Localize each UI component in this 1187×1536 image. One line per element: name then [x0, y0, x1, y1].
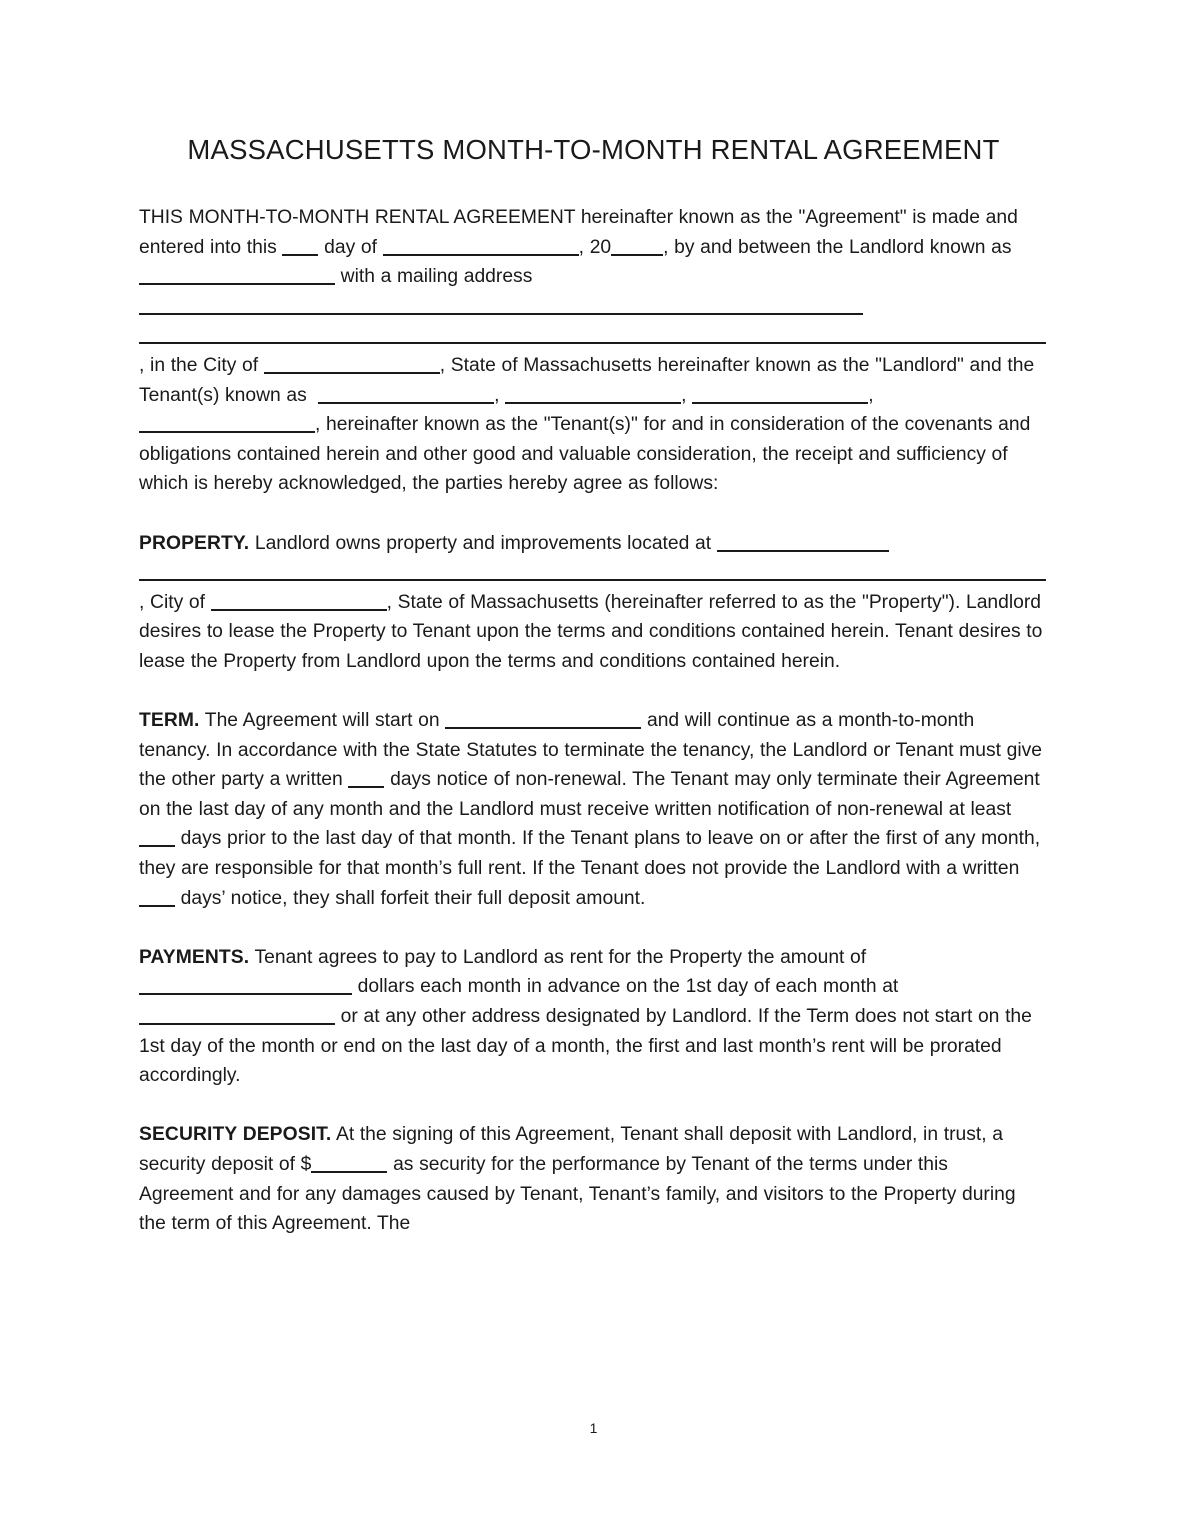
- blank-tenant-name-3[interactable]: [692, 388, 868, 404]
- intro-text-7: ,: [139, 354, 145, 376]
- section-heading-term: TERM.: [139, 710, 200, 732]
- section-heading-security-deposit: SECURITY DEPOSIT.: [139, 1124, 332, 1146]
- security-deposit-text-2: as security for the performance by Tenant of the terms under this Agreement and for any damages caused by Tenant, Tenant’s family, and visitors to the Property during the term of this Agreement. The: [139, 1154, 1016, 1235]
- blank-notice-days-1[interactable]: [348, 772, 384, 788]
- intro-text-8: in the City of: [150, 354, 259, 376]
- intro-text-12: ,: [868, 384, 874, 406]
- paragraph-payments: [139, 943, 1046, 1091]
- intro-text-6: with a mailing address: [340, 266, 533, 288]
- blank-landlord-mailing-address-line1[interactable]: [139, 299, 863, 315]
- blank-tenant-name-4[interactable]: [139, 417, 315, 433]
- blank-notice-days-2[interactable]: [139, 831, 175, 847]
- blank-tenant-name-2[interactable]: [505, 388, 681, 404]
- property-text-1: Landlord owns property and improvements located at: [254, 532, 712, 554]
- blank-property-address-line1[interactable]: [717, 536, 889, 552]
- paragraph-introduction: [139, 203, 1046, 499]
- blank-payment-address[interactable]: [139, 1009, 335, 1025]
- intro-text-13: , hereinafter known as the "Tenant(s)" for and in consideration of the covenants and obligations contained herein and other good and valuable consideration, the receipt and sufficiency of which is hereby acknowledged, the parties hereby agree as follows:: [139, 414, 1031, 495]
- page-number: 1: [589, 1420, 598, 1436]
- term-text-3: days notice of non-renewal. The Tenant may only terminate their Agreement on the last day of any month and the Landlord must receive written notification of non-renewal at least: [139, 769, 1040, 820]
- intro-text-2: day of: [324, 236, 377, 258]
- paragraph-term: [139, 706, 1046, 913]
- term-text-4: days prior to the last day of that month. If the Tenant plans to leave on or after the first of any month, they are responsible for that month’s full rent. If the Tenant does not provide the Landlord with a written: [139, 828, 1041, 880]
- blank-landlord-city[interactable]: [264, 358, 440, 374]
- intro-text-5: , by and between the Landlord known as: [663, 236, 1012, 258]
- property-text-4: , State of Massachusetts (hereinafter referred to as the "Property"). Landlord desires to lease the Property to Tenant upon the terms and conditions contained herein. Tenant desires to lease the Property from Landlord upon the terms and conditions contained herein.: [139, 591, 1043, 672]
- term-text-1: The Agreement will start on: [204, 710, 440, 732]
- blank-month[interactable]: [383, 240, 579, 256]
- security-deposit-text-1: At the signing of this Agreement, Tenant shall deposit with Landlord, in trust, a security deposit of $: [139, 1124, 1003, 1175]
- blank-day[interactable]: [282, 240, 318, 256]
- intro-text-4: 20: [589, 236, 612, 258]
- intro-text-1: THIS MONTH-TO-MONTH RENTAL AGREEMENT hereinafter known as the "Agreement" is made and entered into this: [139, 207, 1018, 258]
- blank-start-date[interactable]: [445, 713, 641, 729]
- blank-notice-days-3[interactable]: [139, 891, 175, 907]
- payments-text-3: or at any other address designated by Landlord. If the Term does not start on the 1st day of the month or end on the last day of a month, the first and last month’s rent will be prorated accordingly.: [139, 1006, 1032, 1087]
- intro-text-11: ,: [681, 384, 687, 406]
- payments-text-1: Tenant agrees to pay to Landlord as rent for the Property the amount of: [254, 946, 867, 968]
- blank-tenant-name-1[interactable]: [318, 388, 494, 404]
- paragraph-property: [139, 529, 1046, 677]
- section-heading-property: PROPERTY.: [139, 532, 250, 554]
- blank-rent-amount[interactable]: [139, 979, 352, 995]
- blank-year[interactable]: [611, 240, 663, 256]
- blank-property-city[interactable]: [211, 595, 387, 611]
- section-heading-payments: PAYMENTS.: [139, 946, 250, 968]
- page-title: MASSACHUSETTS MONTH-TO-MONTH RENTAL AGREEMENT: [187, 134, 1000, 165]
- paragraph-security-deposit: [139, 1120, 1046, 1238]
- term-text-5: days’ notice, they shall forfeit their full deposit amount.: [180, 887, 646, 909]
- blank-landlord-name[interactable]: [139, 269, 335, 285]
- blank-landlord-mailing-address-line2[interactable]: [139, 328, 1046, 344]
- intro-text-9: , State of Massachusetts hereinafter known as the "Landlord" and the Tenant(s) known as: [139, 354, 1035, 406]
- property-text-3: City of: [150, 591, 205, 613]
- blank-security-deposit-amount[interactable]: [311, 1157, 387, 1173]
- blank-property-address-line2[interactable]: [139, 565, 1046, 581]
- property-text-2: ,: [139, 591, 145, 613]
- payments-text-2: dollars each month in advance on the 1st day of each month at: [357, 976, 899, 998]
- intro-text-10: ,: [494, 384, 500, 406]
- term-text-2: and will continue as a month-to-month tenancy. In accordance with the State Statutes to terminate the tenancy, the Landlord or Tenant must give the other party a written: [139, 710, 1042, 791]
- document-body: [139, 203, 1046, 1239]
- intro-text-3: ,: [578, 236, 585, 258]
